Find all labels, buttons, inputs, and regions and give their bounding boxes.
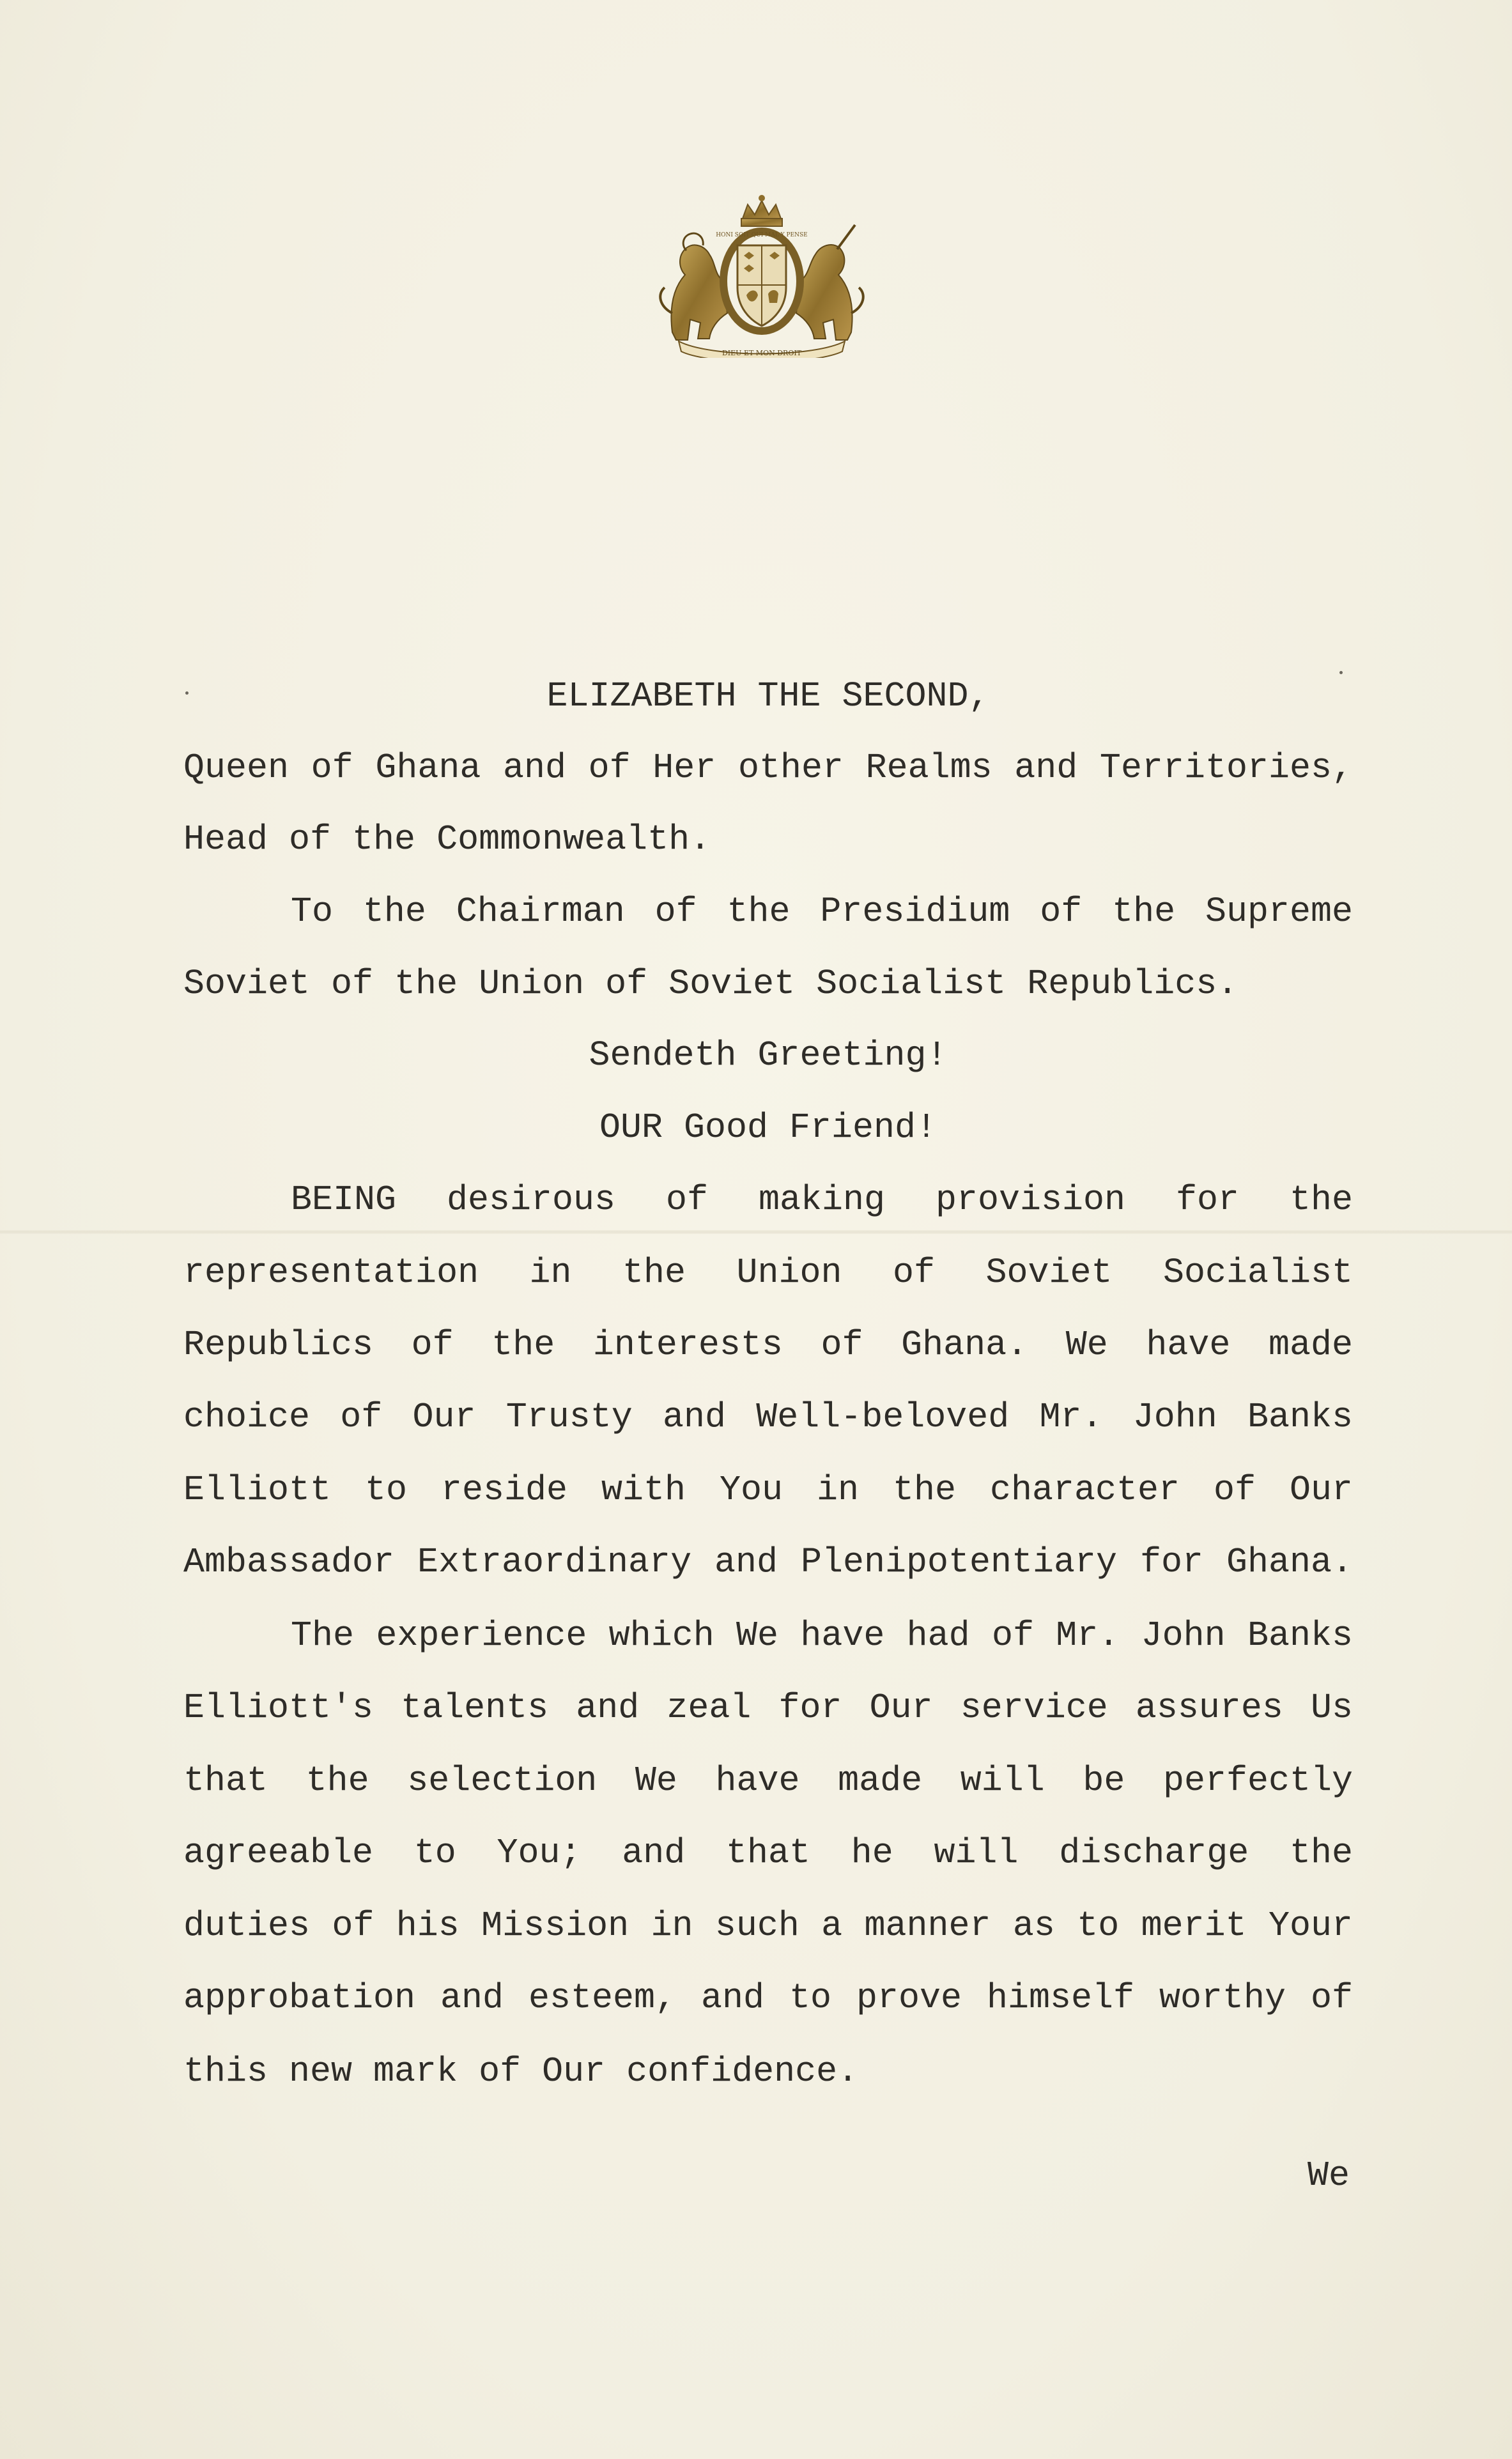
letter-line: BEING desirous of making provision for the: [291, 1180, 1353, 1220]
garter-motto: HONI SOIT QUI MAL Y PENSE: [716, 232, 808, 238]
letter-line: choice of Our Trusty and Well-beloved Mr. John Banks: [183, 1397, 1353, 1437]
letter-line: Elliott's talents and zeal for Our service assures Us: [183, 1688, 1353, 1728]
paper-speck: [1339, 671, 1343, 674]
letter-line: this new mark of Our confidence.: [183, 2051, 859, 2092]
letter-line: Elliott to reside with You in the character of Our: [183, 1470, 1353, 1510]
letter-line: agreeable to You; and that he will discharge the: [183, 1833, 1353, 1873]
letter-line: Republics of the interests of Ghana. We have made: [183, 1325, 1353, 1365]
letter-salutation: OUR Good Friend!: [599, 1107, 937, 1148]
scroll-motto: DIEU ET MON DROIT: [721, 349, 802, 357]
letter-line: Head of the Commonwealth.: [183, 819, 711, 859]
letter-line: Soviet of the Union of Soviet Socialist Republics.: [183, 964, 1238, 1004]
letter-line: To the Chairman of the Presidium of the Supreme: [291, 891, 1353, 932]
letter-line: Ambassador Extraordinary and Plenipotentiary for Ghana.: [183, 1542, 1353, 1582]
letter-line: representation in the Union of Soviet Socialist: [183, 1253, 1353, 1293]
royal-coat-of-arms: [634, 192, 890, 358]
letter-line: duties of his Mission in such a manner as to merit Your: [183, 1906, 1353, 1946]
letter-heading: ELIZABETH THE SECOND,: [546, 676, 990, 716]
unicorn-supporter-icon: [796, 225, 863, 340]
letter-line: Queen of Ghana and of Her other Realms and Territories,: [183, 748, 1353, 788]
letter-line: approbation and esteem, and to prove himself worthy of: [183, 1978, 1353, 2018]
catchword: We: [1308, 2155, 1350, 2196]
paper-fold: [0, 1230, 1512, 1234]
crown-icon: [741, 195, 782, 226]
letter-line: that the selection We have made will be perfectly: [183, 1761, 1353, 1801]
shield-icon: [723, 231, 800, 331]
letter-line: The experience which We have had of Mr. John Banks: [291, 1615, 1353, 1656]
lion-supporter-icon: [660, 233, 727, 340]
letter-salutation: Sendeth Greeting!: [589, 1035, 948, 1075]
